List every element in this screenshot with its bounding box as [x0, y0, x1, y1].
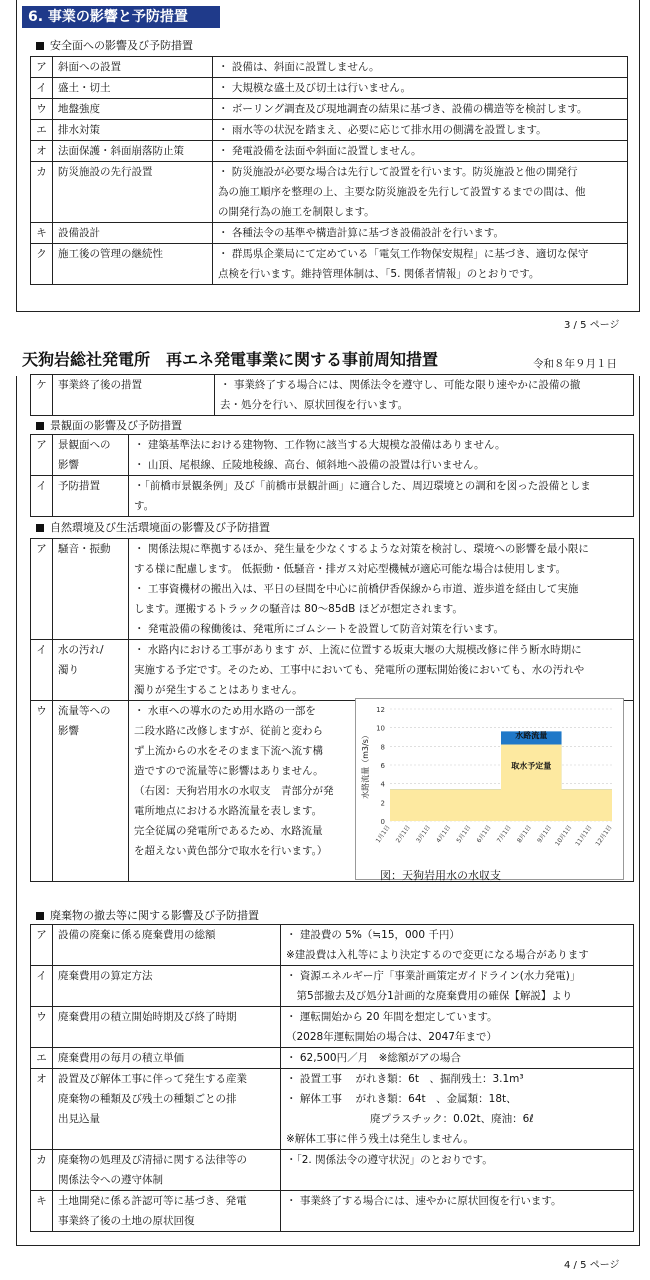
y-tick-label: 6	[380, 762, 385, 770]
row-description	[281, 1048, 634, 1069]
x-tick-label: 1月1日	[374, 824, 392, 845]
description-line: （2028年運転開始の場合は、2047年まで）	[286, 1031, 497, 1043]
table-row	[31, 1069, 634, 1150]
item-line: 事業終了後の措置	[58, 379, 142, 391]
item-line: 流量等への	[58, 705, 111, 717]
table-row	[31, 640, 634, 701]
item-line: 水の汚れ/	[58, 644, 104, 656]
x-tick-label: 10月1日	[554, 824, 574, 848]
row-description	[129, 435, 634, 476]
table-row	[31, 162, 628, 223]
description-line: ・ 設置工事 がれき類：6t 、掘削残土：3.1m³	[286, 1073, 524, 1085]
row-description	[129, 640, 634, 701]
row-key: イ	[31, 966, 53, 1007]
y-axis-label: 水路流量（m3/s）	[361, 731, 370, 799]
description-line: 電所地点における水路流量を表します。	[134, 805, 323, 817]
y-tick-label: 2	[380, 799, 385, 808]
item-line: 景観面への	[58, 439, 111, 451]
chart-caption: 図：天狗岩用水の水収支	[380, 869, 501, 882]
row-item	[53, 925, 281, 966]
safety-heading: 安全面への影響及び予防措置	[36, 36, 193, 56]
description-line: ・ 群馬県企業局にて定めている「電気工作物保安規程」に基づき、適切な保守	[218, 248, 589, 260]
item-line: 盛土・切土	[58, 82, 111, 94]
description-line: 完全従属の発電所であるため、水路流量	[134, 825, 323, 837]
table-row	[31, 925, 634, 966]
row-key: キ	[31, 223, 53, 244]
item-line: 防災施設の先行設置	[58, 166, 153, 178]
item-line: 排水対策	[58, 124, 100, 136]
description-line: ・ 建築基準法における建物物、工作物に該当する大規模な設備はありません。	[134, 439, 506, 451]
item-line: 法面保護・斜面崩落防止策	[58, 145, 184, 157]
square-bullet-icon	[36, 912, 44, 920]
item-line: 設置及び解体工事に伴って発生する産業	[58, 1073, 247, 1085]
x-tick-label: 7月1日	[495, 824, 513, 845]
description-line: ※建設費は入札等により決定するので変更になる場合があります	[286, 949, 589, 961]
row-key: カ	[31, 162, 53, 223]
row-description	[281, 1150, 634, 1191]
table-row	[31, 1048, 634, 1069]
row-item	[53, 244, 213, 285]
description-line: を超えない黄色部分で取水を行います。）	[134, 845, 328, 857]
item-line: 斜面への設置	[58, 61, 121, 73]
row-item	[53, 1048, 281, 1069]
row-description	[129, 539, 634, 640]
y-tick-label: 10	[376, 724, 385, 733]
item-line: 影響	[58, 459, 79, 471]
description-line: ・ 各種法令の基準や構造計算に基づき設備設計を行います。	[218, 227, 504, 239]
description-line: 廃プラスチック：0.02t、廃油：6ℓ	[286, 1113, 534, 1125]
row-item	[53, 141, 213, 162]
item-line: 設備の廃棄に係る廃棄費用の総額	[58, 929, 216, 941]
row-key: イ	[31, 640, 53, 701]
description-line: ・ 事業終了する場合には、速やかに原状回復を行います。	[286, 1195, 562, 1207]
description-line: ・ 大規模な盛土及び切土は行いません。	[218, 82, 411, 94]
row-key: ウ	[31, 1007, 53, 1048]
row-description	[213, 141, 628, 162]
table-row	[31, 1191, 634, 1232]
description-line: ・ ボーリング調査及び現地調査の結果に基づき、設備の構造等を検討します。	[218, 103, 588, 115]
item-line: 濁り	[58, 664, 79, 676]
table-row	[31, 539, 634, 640]
x-tick-label: 12月1日	[594, 824, 614, 848]
description-line: ・ 設備は、斜面に設置しません。	[218, 61, 380, 73]
description-line: 第5部撤去及び処分1計画的な廃棄費用の確保【解説】より	[286, 990, 573, 1002]
row-key: エ	[31, 120, 53, 141]
description-line: ・ 事業終了する場合には、関係法令を遵守し、可能な限り速やかに設備の撤	[220, 379, 581, 391]
row-item	[53, 1150, 281, 1191]
item-line: 廃棄物の種類及び残土の種類ごとの排	[58, 1093, 237, 1105]
x-tick-label: 2月1日	[394, 824, 412, 845]
item-line: 設備設計	[58, 227, 100, 239]
row-key: ウ	[31, 701, 53, 882]
row-item	[53, 57, 213, 78]
item-line: 関係法令への遵守体制	[58, 1174, 163, 1186]
description-line: ※解体工事に伴う残土は発生しません。	[286, 1133, 474, 1145]
x-tick-label: 8月1日	[515, 824, 533, 845]
description-line: ・ 水車への導水のため用水路の一部を	[134, 705, 316, 717]
row-key: キ	[31, 1191, 53, 1232]
row-item	[53, 476, 129, 517]
row-description	[129, 476, 634, 517]
row-item	[53, 162, 213, 223]
square-bullet-icon	[36, 524, 44, 532]
row-item	[53, 223, 213, 244]
page-number: 3 / 5 ページ	[564, 320, 620, 331]
description-line: ・ 水路内における工事があります が、上流に位置する坂東大堰の大規模改修に伴う断水時期に	[134, 644, 582, 656]
row-description	[215, 375, 634, 416]
row-item	[53, 1191, 281, 1232]
row-description	[281, 925, 634, 966]
item-line: 地盤強度	[58, 103, 100, 115]
page-number: 4 / 5 ページ	[564, 1260, 620, 1271]
landscape-heading: 景観面の影響及び予防措置	[36, 416, 182, 436]
table-row	[31, 141, 628, 162]
item-line: 廃棄費用の算定方法	[58, 970, 153, 982]
x-tick-label: 11月1日	[574, 824, 594, 848]
row-key: ア	[31, 435, 53, 476]
row-key: オ	[31, 1069, 53, 1150]
landscape-table	[30, 434, 634, 517]
row-description	[213, 162, 628, 223]
item-line: 事業終了後の土地の原状回復	[58, 1215, 195, 1227]
row-description	[213, 244, 628, 285]
y-tick-label: 0	[380, 818, 385, 826]
description-line: ・ 資源エネルギー庁「事業計画策定ガイドライン(水力発電)」	[286, 970, 581, 982]
description-line: ・ 解体工事 がれき類：64t 、金属類：18t、	[286, 1093, 517, 1105]
annotation-water-flow: 水路流量	[515, 730, 548, 740]
row-description	[213, 120, 628, 141]
row-key: オ	[31, 141, 53, 162]
description-line: ・ 建設費の 5%（≒15，000 千円）	[286, 929, 460, 941]
series-area-intake	[390, 744, 612, 821]
row-key: イ	[31, 476, 53, 517]
row-item	[53, 1069, 281, 1150]
row-description	[281, 1007, 634, 1048]
row-item	[53, 966, 281, 1007]
table-row	[31, 476, 634, 517]
row-item	[53, 539, 129, 640]
section-title: 6. 事業の影響と予防措置	[22, 6, 220, 28]
table-row	[31, 223, 628, 244]
row-key: エ	[31, 1048, 53, 1069]
nature-heading: 自然環境及び生活環境面の影響及び予防措置	[36, 518, 270, 538]
table-row	[31, 1007, 634, 1048]
row-key: カ	[31, 1150, 53, 1191]
table-row	[31, 244, 628, 285]
row-description	[213, 78, 628, 99]
safety-table	[30, 56, 628, 285]
description-line: 実施する予定です。そのため、工事中においても、発電所の運転開始後においても、水の汚れや	[134, 664, 585, 676]
page-date: 令和８年９月１日	[533, 358, 617, 370]
annotation-intake: 取水予定量	[511, 761, 552, 771]
item-line: 予防措置	[58, 480, 100, 492]
table-row	[31, 966, 634, 1007]
row-key: ア	[31, 925, 53, 966]
description-line: する様に配慮します。 低振動・低騒音・排ガス対応型機械が適応可能な場合は使用します。	[134, 563, 567, 575]
table-row	[31, 57, 628, 78]
description-line: 造ですので流量等に影響はありません。	[134, 765, 324, 777]
waste-heading: 廃棄物の撤去等に関する影響及び予防措置	[36, 906, 259, 926]
row-key: ア	[31, 539, 53, 640]
description-line: 二段水路に改修しますが、従前と変わら	[134, 725, 323, 737]
description-line: ず上流からの水をそのまま下流へ流す構	[134, 745, 323, 757]
item-line: 土地開発に係る許認可等に基づき、発電	[58, 1195, 247, 1207]
row-item	[53, 701, 129, 882]
row-description	[281, 1069, 634, 1150]
row-description	[213, 57, 628, 78]
x-tick-label: 4月1日	[435, 824, 453, 845]
waste-table	[30, 924, 634, 1232]
row-description	[213, 99, 628, 120]
row-key: ア	[31, 57, 53, 78]
row-description	[213, 223, 628, 244]
y-tick-label: 8	[380, 743, 385, 752]
square-bullet-icon	[36, 422, 44, 430]
description-line: の開発行為の施工を制限します。	[218, 206, 375, 218]
row-key: イ	[31, 78, 53, 99]
description-line: ・ 関係法規に準拠するほか、発生量を少なくするような対策を検討し、環境への影響を最小限に	[134, 543, 589, 555]
x-tick-label: 9月1日	[536, 824, 554, 845]
description-line: 濁りが発生することはありません。	[134, 684, 303, 696]
row-item	[53, 375, 215, 416]
y-tick-label: 4	[380, 780, 385, 789]
table-row	[31, 120, 628, 141]
description-line: 去・処分を行い、原状回復を行います。	[220, 399, 409, 411]
chart-svg	[356, 699, 623, 879]
description-line: ・ 発電設備を法面や斜面に設置しません。	[218, 145, 422, 157]
row-key: ク	[31, 244, 53, 285]
row-description	[281, 966, 634, 1007]
row-key: ウ	[31, 99, 53, 120]
item-line: 施工後の管理の継続性	[58, 248, 163, 260]
description-line: ・「2. 関係法令の遵守状況」のとおりです。	[286, 1154, 493, 1166]
item-line: 出見込量	[58, 1113, 100, 1125]
description-line: します。運搬するトラックの騒音は 80～85dB ほどが想定されます。	[134, 603, 463, 615]
description-line: ・ 山頂、尾根線、丘陵地稜線、高台、傾斜地へ設備の設置は行いません。	[134, 459, 485, 471]
description-line: す。	[134, 500, 155, 512]
row-key: ケ	[31, 375, 53, 416]
table-row	[31, 99, 628, 120]
description-line: ・ 防災施設が必要な場合は先行して設置を行います。防災施設と他の開発行	[218, 166, 578, 178]
item-line: 廃棄費用の積立開始時期及び終了時期	[58, 1011, 237, 1023]
square-bullet-icon	[36, 42, 44, 50]
table-row	[31, 435, 634, 476]
description-line: ・ 雨水等の状況を踏まえ、必要に応じて排水用の側溝を設置します。	[218, 124, 547, 136]
item-line: 廃棄物の処理及び清掃に関する法律等の	[58, 1154, 247, 1166]
description-line: ・「前橋市景観条例」及び「前橋市景観計画」に適合した、周辺環境との調和を図った設備としま	[134, 480, 591, 492]
description-line: ・ 62,500円／月 ※総額がアの場合	[286, 1052, 461, 1064]
description-line: ・ 運転開始から 20 年間を想定しています。	[286, 1011, 498, 1023]
description-line: 点検を行います。維持管理体制は、「5. 関係者情報」のとおりです。	[218, 268, 540, 280]
description-line: 為の施工順序を整理の上、主要な防災施設を先行して設置するまでの間は、他	[218, 186, 586, 198]
row-item	[53, 99, 213, 120]
row-item	[53, 120, 213, 141]
water-balance-chart	[355, 698, 624, 880]
table-row	[31, 78, 628, 99]
row-item	[53, 435, 129, 476]
y-tick-label: 12	[376, 706, 385, 714]
table-row	[31, 1150, 634, 1191]
x-tick-label: 5月1日	[455, 824, 473, 845]
page-title: 天狗岩総社発電所 再エネ発電事業に関する事前周知措置	[22, 350, 439, 369]
description-line: ・ 発電設備の稼働後は、発電所にゴムシートを設置して防音対策を行います。	[134, 623, 504, 635]
ke-table	[30, 374, 634, 416]
row-item	[53, 78, 213, 99]
table-row	[31, 375, 634, 416]
description-line: （右図：天狗岩用水の水収支 青部分が発	[134, 785, 334, 797]
item-line: 騒音・振動	[58, 543, 111, 555]
row-item	[53, 1007, 281, 1048]
item-line: 廃棄費用の毎月の積立単価	[58, 1052, 184, 1064]
x-tick-label: 3月1日	[415, 824, 433, 845]
row-description	[281, 1191, 634, 1232]
description-line: ・ 工事資機材の搬出入は、平日の昼間を中心に前橋伊香保線から市道、遊歩道を経由して実施	[134, 583, 579, 595]
item-line: 影響	[58, 725, 79, 737]
x-tick-label: 6月1日	[475, 824, 493, 845]
row-item	[53, 640, 129, 701]
